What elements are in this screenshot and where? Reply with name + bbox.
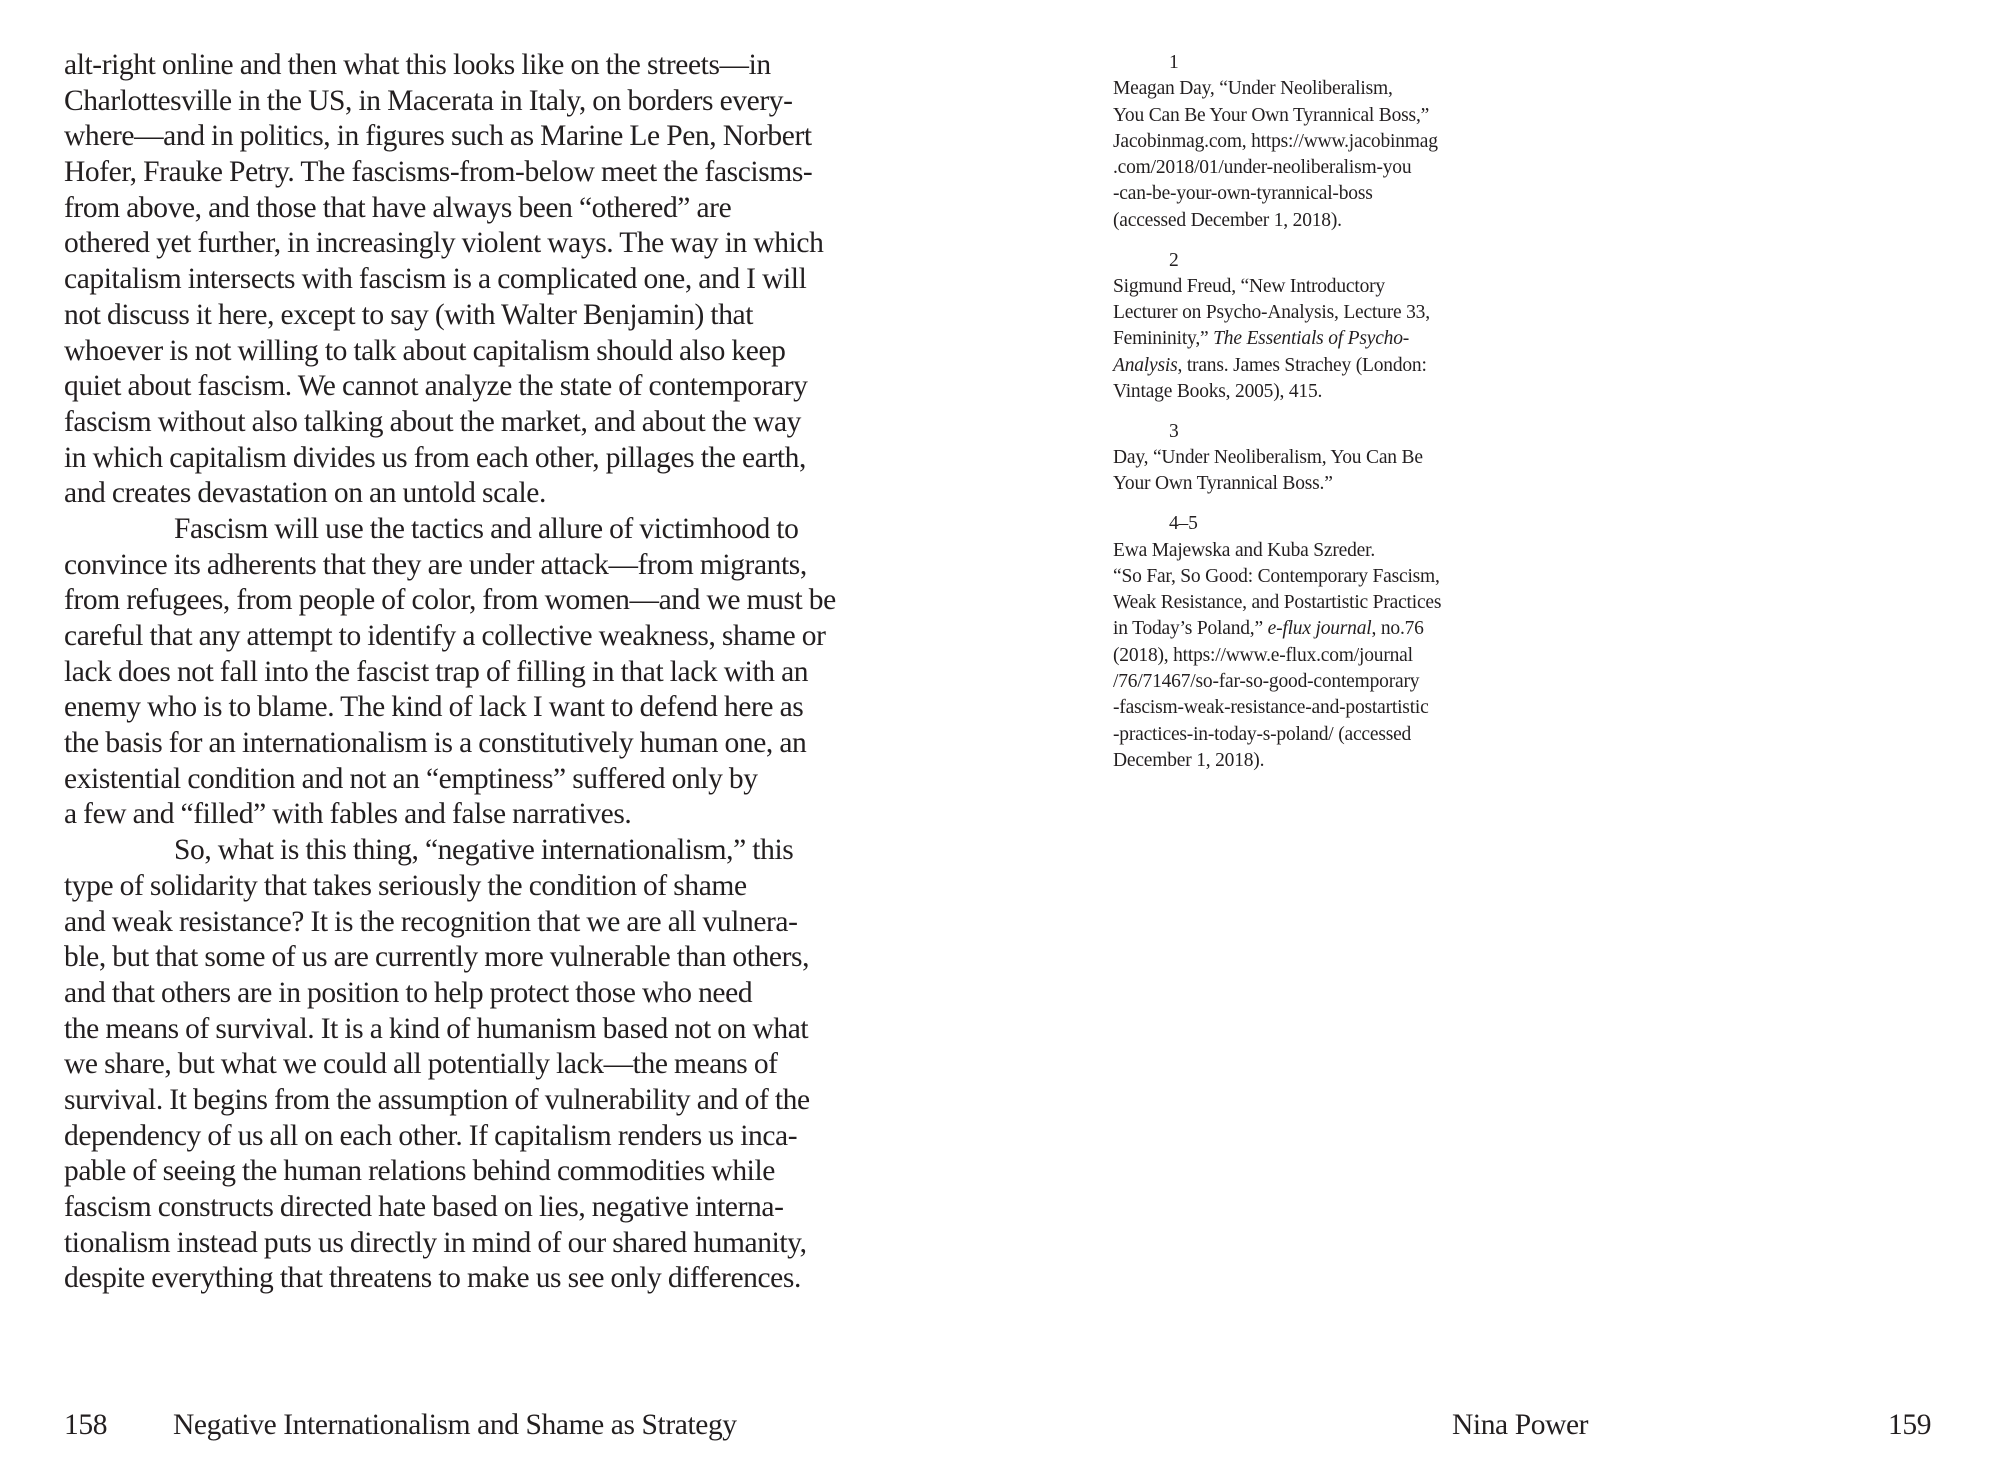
footnote-text: Weak Resistance, and Postartistic Practices [1113,592,1442,614]
footnote-text: “So Far, So Good: Contemporary Fascism, [1113,565,1440,587]
body-line: not discuss it here, except to say (with Walter Benjamin) that [64,298,754,331]
footnote-text: Day, “Under Neoliberalism, You Can Be [1113,447,1423,469]
footnote-number: 3 [1169,420,1179,442]
left-page-body-text [64,48,904,1297]
footnote-number: 1 [1169,52,1179,73]
paragraph-first-line: Fascism will use the tactics and allure of victimhood to [174,512,799,545]
body-line: fascism without also talking about the market, and about the way [64,405,802,438]
body-line: type of solidarity that takes seriously the condition of shame [64,869,747,902]
footnote-number: 4–5 [1169,513,1198,535]
body-line: ble, but that some of us are currently more vulnerable than others, [64,941,810,974]
footnote [1113,248,1513,406]
footnote-line [1113,326,1513,352]
body-line: pable of seeing the human relations behind commodities while [64,1155,775,1188]
footnote [1113,50,1513,234]
body-line: the means of survival. It is a kind of humanism based not on what [64,1012,809,1045]
running-title: Negative Internationalism and Shame as Strategy [173,1409,737,1441]
footnote-line [1113,129,1513,155]
body-line: othered yet further, in increasingly violent ways. The way in which [64,227,824,260]
footnote-line [1113,155,1513,181]
footnote-line [1113,103,1513,129]
body-line: convince its adherents that they are under attack—from migrants, [64,548,807,581]
body-line: enemy who is to blame. The kind of lack I want to defend here as [64,691,804,724]
body-line: from above, and those that have always been “othered” are [64,191,732,224]
footnote-text: Vintage Books, 2005), 415. [1113,381,1323,403]
body-line: a few and “filled” with fables and false narratives. [64,798,632,831]
footnote-line [1113,616,1513,642]
body-line: capitalism intersects with fascism is a complicated one, and I will [64,263,807,296]
footnote-text: -fascism-weak-resistance-and-postartistic [1113,697,1429,719]
footnote-text: .com/2018/01/under-neoliberalism-you [1113,157,1412,179]
footnote-line [1113,722,1513,748]
running-author: Nina Power [1452,1409,1589,1441]
footnote-line [1113,538,1513,564]
footnote [1113,511,1513,774]
footnote-line [1113,76,1513,102]
body-line: and that others are in position to help protect those who need [64,976,753,1009]
footnote-text: You Can Be Your Own Tyrannical Boss,” [1113,104,1430,126]
footnote-number: 2 [1169,249,1179,271]
footnote-text: Sigmund Freud, “New Introductory [1113,275,1385,297]
footnote-line [1113,379,1513,405]
body-line: where—and in politics, in figures such as Marine Le Pen, Norbert [64,120,812,153]
footnote-line [1113,695,1513,721]
footnote [1113,419,1513,498]
paragraph-first-line: So, what is this thing, “negative internationalism,” this [174,834,794,867]
body-line: fascism constructs directed hate based on lies, negative interna- [64,1191,784,1223]
footnote-text: , trans. James Strachey (London: [1177,354,1427,376]
footnote-line [1113,643,1513,669]
footnote-text: Your Own Tyrannical Boss.” [1113,473,1333,495]
body-line: alt-right online and then what this looks like on the streets—in [64,49,771,81]
footnote-line [1113,445,1513,471]
body-line: from refugees, from people of color, from women—and we must be [64,584,836,617]
footnote-text: (accessed December 1, 2018). [1113,209,1342,231]
body-line: tionalism instead puts us directly in mind of our shared humanity, [64,1226,807,1259]
footnote-line [1113,669,1513,695]
footnote-line [1113,748,1513,774]
body-line: and creates devastation on an untold scale. [64,477,546,510]
footnote-line [1113,181,1513,207]
footnote-text: December 1, 2018). [1113,749,1265,771]
footnote-line [1113,353,1513,379]
body-line: Charlottesville in the US, in Macerata in Italy, on borders every- [64,84,793,117]
footnote-line [1113,590,1513,616]
footnote-text: Meagan Day, “Under Neoliberalism, [1113,78,1393,100]
footnote-text: Femininity,” [1113,328,1214,350]
footnote-text: /76/71467/so-far-so-good-contemporary [1113,671,1420,693]
footnote-line [1113,471,1513,497]
body-line: existential condition and not an “emptiness” suffered only by [64,762,758,795]
body-line: we share, but what we could all potentially lack—the means of [64,1048,778,1081]
body-line: lack does not fall into the fascist trap of filling in that lack with an [64,655,809,688]
footnote-line [1113,208,1513,234]
footnote-line [1113,274,1513,300]
footnote-text: -practices-in-today-s-poland/ (accessed [1113,723,1412,745]
footnote-text: Ewa Majewska and Kuba Szreder. [1113,539,1376,561]
right-page-footnotes [1113,50,1513,788]
body-line: survival. It begins from the assumption of vulnerability and of the [64,1083,810,1116]
body-line: quiet about fascism. We cannot analyze the state of contemporary [64,370,808,403]
body-line: careful that any attempt to identify a collective weakness, shame or [64,620,826,652]
footnote-italic-title: The Essentials of Psycho- [1213,328,1410,350]
footnote-text: Jacobinmag.com, https://www.jacobinmag [1113,130,1438,152]
body-line: despite everything that threatens to make us see only differences. [64,1262,801,1295]
footnote-text: , no.76 [1371,618,1424,640]
footnote-text: -can-be-your-own-tyrannical-boss [1113,183,1373,205]
body-line: and weak resistance? It is the recognition that we are all vulnera- [64,905,798,938]
body-line: in which capitalism divides us from each other, pillages the earth, [64,441,806,474]
footnote-text: Lecturer on Psycho-Analysis, Lecture 33, [1113,302,1430,324]
body-line: the basis for an internationalism is a constitutively human one, an [64,727,807,760]
footnote-line [1113,564,1513,590]
left-page-number: 158 [64,1409,108,1441]
footnote-text: (2018), https://www.e-flux.com/journal [1113,644,1413,666]
body-line: whoever is not willing to talk about capitalism should also keep [64,334,786,367]
right-page-number: 159 [1888,1409,1932,1441]
footnote-italic-title: e-flux journal [1267,618,1372,640]
body-line: Hofer, Frauke Petry. The fascisms-from-below meet the fascisms- [64,156,813,189]
body-line: dependency of us all on each other. If capitalism renders us inca- [64,1119,798,1152]
footnote-line [1113,300,1513,326]
footnote-italic-title: Analysis [1113,354,1178,376]
footnote-text: in Today’s Poland,” [1113,618,1268,640]
